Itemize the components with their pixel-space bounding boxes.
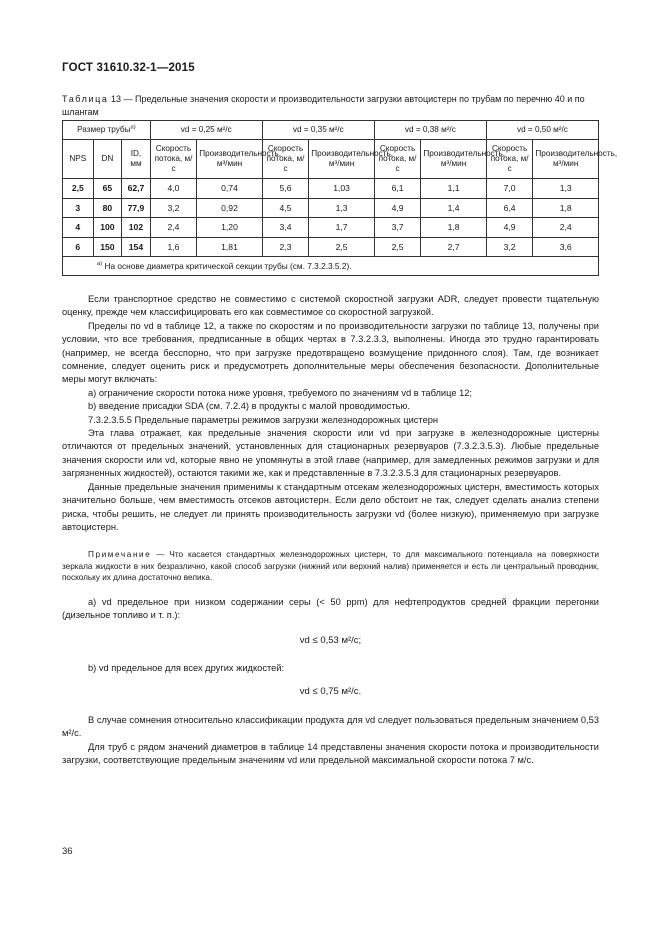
page-number: 36 — [62, 846, 73, 857]
table-cell: 3 — [63, 198, 94, 218]
paragraph: a) vd предельное при низком содержании серы (< 50 ppm) для нефтепродуктов средней фракции перегонки (дизельное топливо и т. п.): — [62, 597, 599, 621]
table-cell: 1,81 — [197, 237, 263, 257]
table-cell: 1,8 — [533, 198, 599, 218]
table-cell: 2,5 — [374, 237, 421, 257]
col-header-flow: Производительность, м³/мин — [197, 140, 263, 179]
vd-header: vd = 0,50 м²/с — [486, 121, 598, 140]
table-cell: 62,7 — [122, 179, 151, 199]
table-caption — [62, 93, 602, 118]
table-cell: 1,20 — [197, 218, 263, 238]
table-cell: 6,4 — [486, 198, 533, 218]
table-cell: 4,9 — [374, 198, 421, 218]
vd-header: vd = 0,25 м²/с — [150, 121, 262, 140]
vd-header: vd = 0,38 м²/с — [374, 121, 486, 140]
col-header-velocity: Скорость потока, м/с — [486, 140, 533, 179]
table-footnote-row — [63, 257, 599, 276]
document-header: ГОСТ 31610.32-1—2015 — [62, 62, 195, 74]
body-text-bottom — [62, 714, 599, 768]
table-cell: 1,8 — [421, 218, 487, 238]
table-cell: 150 — [93, 237, 122, 257]
body-text-top — [62, 293, 599, 534]
table-cell: 5,6 — [262, 179, 309, 199]
table-cell: 2,5 — [63, 179, 94, 199]
col-header-flow: Производительность, м³/мин — [421, 140, 487, 179]
table-cell: 77,9 — [122, 198, 151, 218]
table-footnote: $^{a)}$ На основе диаметра критической секции трубы (см. 7.3.2.3.5.2). — [63, 257, 599, 276]
col-header-velocity: Скорость потока, м/с — [262, 140, 309, 179]
paragraph: Пределы по vd в таблице 12, а также по скоростям и по производительности загрузки по таблице 13, получены при условии, что все требования, предписанные в общих чертах в 7.3.2.3.3, выполнены. Иногда это трудно гарантировать (например, не всегда бесспорно, что при загрузке предотвращено возмущение придонного слоя). Там, где возникает сомнение, следует оценить риск и предусмотреть дополнительные меры обеспечения безопасности. Дополнительные меры могут включать: — [62, 320, 599, 385]
paragraph: Данные предельные значения применимы к стандартным отсекам железнодорожных цистерн, вместимость которых значительно больше, чем вместимость отсеков автоцистерн. Если дело обстоит не так, следует сделать анализ степени риска, чтобы решить, не следует ли принять производительность загрузки vd (более низкую), применяемую при загрузке автоцистерн. — [62, 481, 599, 532]
list-item: b) введение присадки SDA (см. 7.2.4) в продукты с малой проводимостью. — [88, 401, 410, 412]
table-cell: 1,6 — [150, 237, 197, 257]
table-cell: 65 — [93, 179, 122, 199]
table-cell: 4 — [63, 218, 94, 238]
paragraph: Эта глава отражает, как предельные значения скорости или vd при загрузке в железнодорожные цистерны отличаются от предельных значений, установленных для стационарных резервуаров (7.3.2.3.5.3). Любые предельные значения скорости или vd, которые явно не упомянуты в этой главе (например, для замедленных режимов загрузки и для загрязненных жидкостей), остаются такими же, как и представленные в 7.3.2.3.5.3 для стационарных резервуаров. — [62, 428, 599, 479]
vd-header: vd = 0,35 м²/с — [262, 121, 374, 140]
table-caption-label: Таблица — [62, 94, 109, 104]
pipe-size-header: Размер трубы$^{a)}$ — [63, 121, 151, 140]
col-header-nps: NPS — [63, 140, 94, 179]
table-cell: 4,0 — [150, 179, 197, 199]
table-cell: 3,2 — [486, 237, 533, 257]
table-cell: 2,7 — [421, 237, 487, 257]
formula-b: vd ≤ 0,75 м²/с. — [299, 686, 362, 697]
col-header-velocity: Скорость потока, м/с — [150, 140, 197, 179]
paragraph: Для труб с рядом значений диаметров в таблице 14 представлены значения скорости потока и производительности загрузки, соответствующие предельным значениям vd или предельной максимальной скорости потока 7 м/с. — [62, 741, 599, 766]
item-b — [62, 662, 599, 675]
table-cell: 0,92 — [197, 198, 263, 218]
table-cell: 6,1 — [374, 179, 421, 199]
col-header-flow: Производительность, м³/мин — [533, 140, 599, 179]
table-row — [63, 198, 599, 218]
table-cell: 100 — [93, 218, 122, 238]
table-cell: 2,5 — [309, 237, 375, 257]
table-row — [63, 179, 599, 199]
col-header-velocity: Скорость потока, м/с — [374, 140, 421, 179]
table-cell: 3,6 — [533, 237, 599, 257]
table-cell: 4,5 — [262, 198, 309, 218]
table-cell: 7,0 — [486, 179, 533, 199]
note-text: — Что касается стандартных железнодорожных цистерн, то для максимального потенциала на поверхности зеркала жидкости в них безразлично, какой способ загрузки (нижний или верхний налив) применяется и есть ли центральный проводник, поскольку их длина достаточно велика. — [62, 550, 599, 583]
table-row — [63, 237, 599, 257]
table-sub-header-row — [63, 140, 599, 179]
table-cell: 3,4 — [262, 218, 309, 238]
table-caption-text: 13 — Предельные значения скорости и производительности загрузки автоцистерн по трубам по перечню 40 и по шлангам — [62, 94, 585, 117]
paragraph: В случае сомнения относительно классификации продукта для vd следует пользоваться предельным значением 0,53 м²/с. — [62, 715, 599, 739]
note-label: Примечание — [88, 550, 152, 559]
table-cell: 1,3 — [533, 179, 599, 199]
table-cell: 4,9 — [486, 218, 533, 238]
table-cell: 1,1 — [421, 179, 487, 199]
table-cell: 1,3 — [309, 198, 375, 218]
table-cell: 0,74 — [197, 179, 263, 199]
table-row — [63, 218, 599, 238]
table-cell: 1,03 — [309, 179, 375, 199]
section-heading: 7.3.2.3.5.5 Предельные параметры режимов загрузки железнодорожных цистерн — [88, 414, 439, 425]
table-cell: 102 — [122, 218, 151, 238]
col-header-dn: DN — [93, 140, 122, 179]
table-cell: 1,7 — [309, 218, 375, 238]
table-cell: 2,3 — [262, 237, 309, 257]
note-block — [62, 549, 599, 584]
table-13 — [62, 120, 618, 276]
formula-a: vd ≤ 0,53 м²/с; — [299, 635, 362, 646]
table-group-header-row — [63, 121, 599, 140]
paragraph: b) vd предельное для всех других жидкостей: — [88, 663, 285, 673]
table-cell: 1,4 — [421, 198, 487, 218]
table-cell: 2,4 — [533, 218, 599, 238]
paragraph: Если транспортное средство не совместимо с системой скоростной загрузки ADR, следует провести тщательную оценку, прежде чем классифицировать его как совместимое со скоростной загрузкой. — [62, 294, 599, 318]
col-header-flow: Производительность, м³/мин — [309, 140, 375, 179]
table-cell: 80 — [93, 198, 122, 218]
table-cell: 2,4 — [150, 218, 197, 238]
list-item: a) ограничение скорости потока ниже уровня, требуемого по значениям vd в таблице 12; — [88, 387, 472, 398]
table-cell: 6 — [63, 237, 94, 257]
table-cell: 3,2 — [150, 198, 197, 218]
col-header-id: ID, мм — [122, 140, 151, 179]
table-cell: 154 — [122, 237, 151, 257]
table-cell: 3,7 — [374, 218, 421, 238]
item-a — [62, 596, 599, 623]
